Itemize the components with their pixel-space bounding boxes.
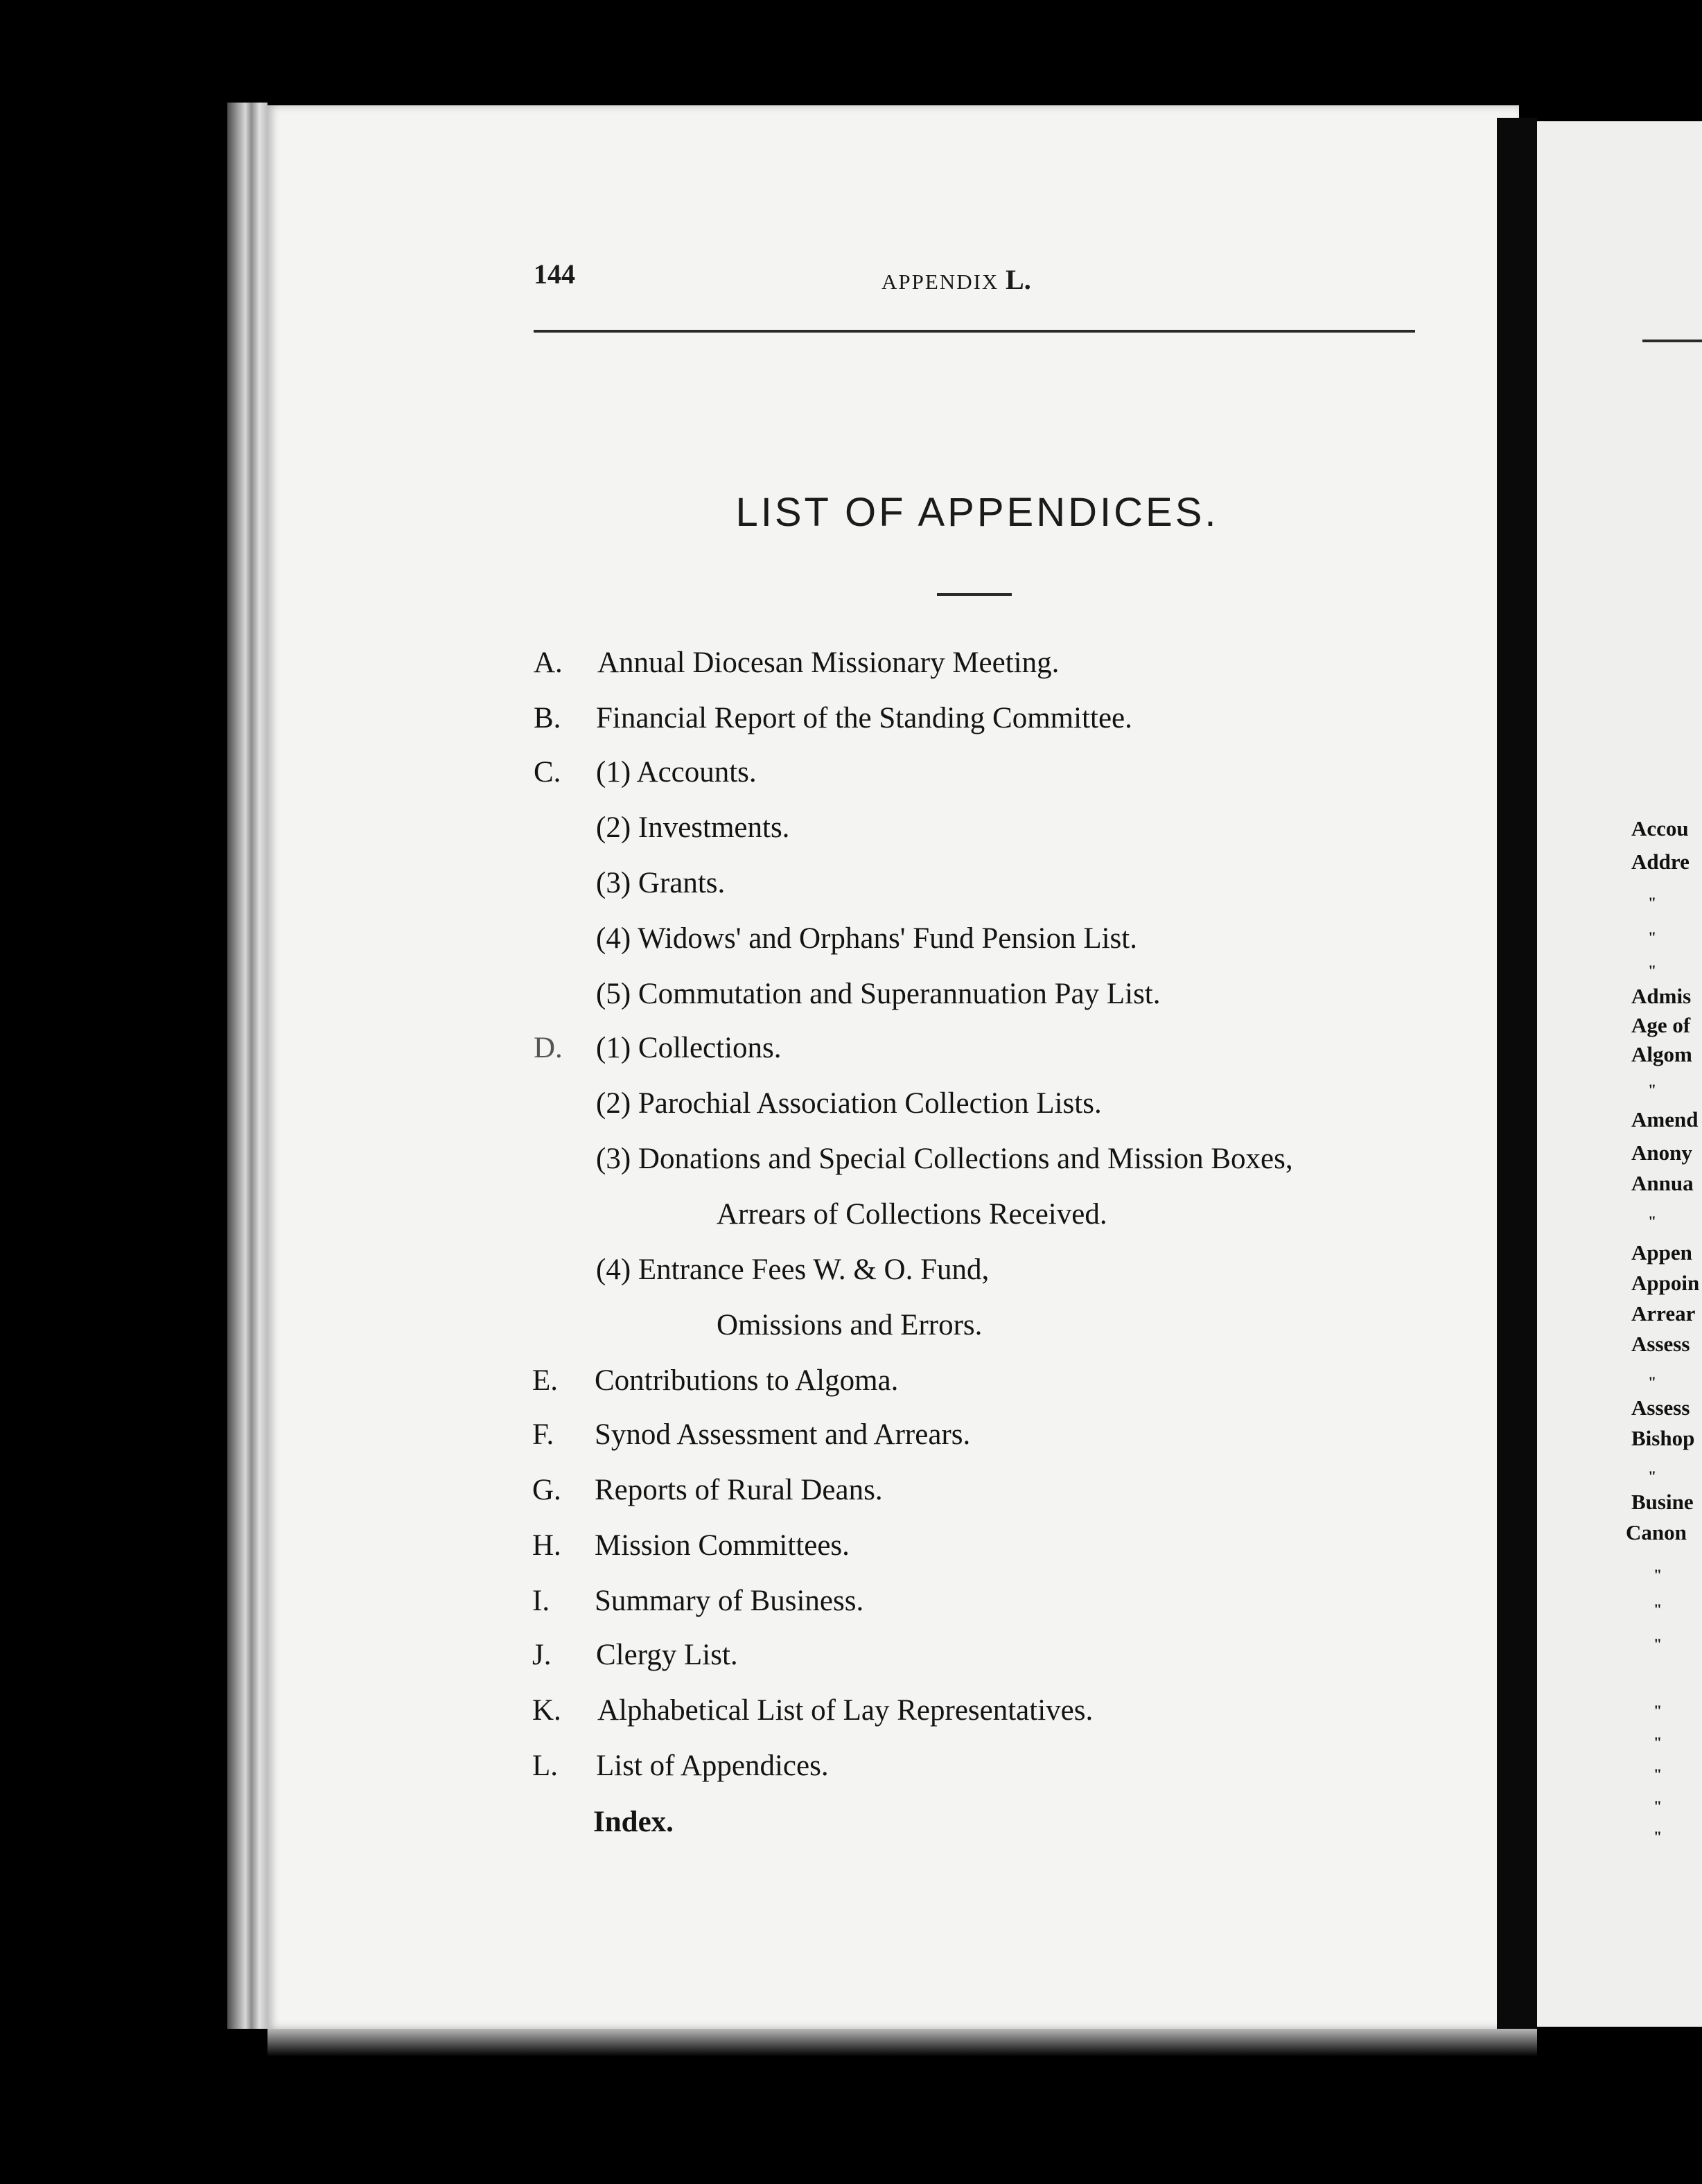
entry-text: Annual Diocesan Missionary Meeting. [597, 646, 1060, 679]
index-fragment: Arrear [1631, 1301, 1696, 1326]
ditto-mark: " [1653, 1601, 1662, 1618]
index-fragment: Bishop [1631, 1426, 1695, 1450]
book-gutter [1497, 118, 1537, 2037]
entry-letter: B. [534, 702, 561, 734]
entry-text: List of Appendices. [596, 1750, 829, 1782]
entry-text: Mission Committees. [595, 1529, 850, 1562]
index-fragment: Amend [1631, 1107, 1699, 1131]
entry-text: Alphabetical List of Lay Representatives. [597, 1694, 1094, 1727]
right-page-rule [1642, 340, 1702, 342]
running-head-letter: L. [1006, 264, 1031, 295]
index-fragment: Canon [1626, 1520, 1687, 1544]
entry-text: (5) Commutation and Superannuation Pay List. [596, 978, 1161, 1010]
page-bottom-shadow [267, 2029, 1537, 2057]
entry-letter: J. [532, 1639, 552, 1671]
entry-letter: I. [532, 1585, 550, 1617]
entry-letter: A. [534, 646, 563, 679]
entry-text: (3) Donations and Special Collections and Mission Boxes, [596, 1143, 1293, 1175]
entry-letter: L. [532, 1750, 559, 1782]
entry-text: (4) Widows' and Orphans' Fund Pension List. [596, 922, 1137, 955]
entry-text: (4) Entrance Fees W. & O. Fund, [596, 1253, 990, 1286]
index-fragment: Admis [1631, 984, 1692, 1008]
entry-text: Clergy List. [596, 1639, 738, 1671]
index-fragment: Algom [1631, 1042, 1692, 1066]
entry-text: Synod Assessment and Arrears. [595, 1418, 971, 1451]
entry-letter: F. [532, 1418, 554, 1451]
header-rule [534, 330, 1415, 333]
entry-text: (2) Investments. [596, 811, 790, 844]
entry-text: (3) Grants. [596, 867, 726, 899]
entry-text: Omissions and Errors. [717, 1309, 983, 1341]
entry-text: Reports of Rural Deans. [595, 1474, 883, 1506]
ditto-mark: " [1648, 1213, 1657, 1230]
ditto-mark: " [1653, 1734, 1662, 1751]
index-fragment: Appoin [1631, 1271, 1700, 1295]
index-fragment: Annua [1631, 1171, 1694, 1195]
index-fragment: Age of [1631, 1013, 1691, 1037]
ditto-mark: " [1648, 962, 1657, 979]
entry-text: (1) Collections. [596, 1032, 782, 1064]
entry-text: (1) Accounts. [596, 756, 757, 789]
ditto-mark: " [1653, 1797, 1662, 1815]
ditto-mark: " [1653, 1702, 1662, 1719]
entry-letter: G. [532, 1474, 561, 1506]
index-fragment: Addre [1631, 849, 1690, 874]
entry-letter: D. [534, 1032, 563, 1064]
ditto-mark: " [1648, 1081, 1657, 1098]
entry-letter: C. [534, 756, 561, 789]
index-fragment: Accou [1631, 816, 1689, 840]
ditto-mark: " [1648, 894, 1657, 911]
entry-text: Summary of Business. [595, 1585, 864, 1617]
entry-text: (2) Parochial Association Collection Lists. [596, 1087, 1102, 1120]
entry-letter: E. [532, 1364, 559, 1397]
running-head-title [881, 263, 1031, 296]
title-rule [937, 593, 1012, 596]
entry-letter: K. [532, 1694, 561, 1727]
page-number: 144 [534, 258, 575, 290]
left-page [267, 105, 1519, 2029]
ditto-mark: " [1648, 1373, 1657, 1391]
ditto-mark: " [1653, 1828, 1662, 1845]
page-title: LIST OF APPENDICES. [735, 490, 1219, 535]
index-entry: Index. [593, 1806, 674, 1838]
index-fragment: Appen [1631, 1240, 1692, 1265]
entry-letter: H. [532, 1529, 561, 1562]
index-fragment: Anony [1631, 1141, 1692, 1165]
page-edges [227, 103, 267, 2029]
index-fragment: Busine [1631, 1490, 1694, 1514]
entry-text: Financial Report of the Standing Committee. [596, 702, 1132, 734]
ditto-mark: " [1648, 928, 1657, 946]
right-page [1537, 121, 1702, 2027]
entry-text: Contributions to Algoma. [595, 1364, 899, 1397]
ditto-mark: " [1653, 1635, 1662, 1653]
index-fragment: Assess [1631, 1332, 1690, 1356]
ditto-mark: " [1648, 1468, 1657, 1485]
entry-text: Arrears of Collections Received. [717, 1198, 1107, 1231]
running-head-prefix: APPENDIX [881, 270, 999, 294]
index-fragment: Assess [1631, 1395, 1690, 1420]
ditto-mark: " [1653, 1765, 1662, 1783]
ditto-mark: " [1653, 1566, 1662, 1583]
